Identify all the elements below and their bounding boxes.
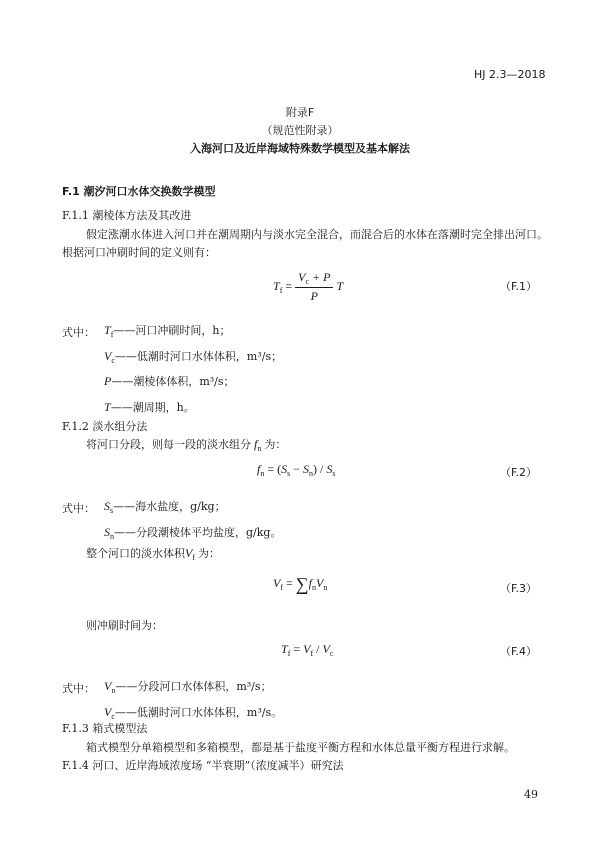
equation-f2: $f_n = (S_s - S_n) / S_s$ <box>257 462 336 478</box>
def-vc-2: $V_c——$低潮时河口水体体积，m³/s。 <box>104 705 283 721</box>
appendix-type: （规范性附录） <box>261 124 339 137</box>
equation-f4: $T_f = V_f / V_c$ <box>281 642 334 658</box>
f13-paragraph: 箱式模型分单箱模型和多箱模型，都是基于盐度平衡方程和水体总量平衡方程进行求解。 <box>86 741 515 754</box>
standard-code: HJ 2.3—2018 <box>474 68 546 81</box>
f13-heading: F.1.3 箱式模型法 <box>62 722 148 735</box>
f12-volume-intro: 整个河口的淡水体积$V_f$ 为： <box>86 546 221 562</box>
def-vc: $V_c——$低潮时河口水体体积，m³/s； <box>104 349 283 365</box>
equation-f1-number: （F.1） <box>500 280 538 293</box>
equation-f3-number: （F.3） <box>500 582 538 595</box>
f11-heading: F.1.1 潮棱体方法及其改进 <box>62 209 192 222</box>
def-tf: $T_f——$河口冲刷时间，h； <box>104 323 231 339</box>
f12-heading: F.1.2 淡水组分法 <box>62 420 148 433</box>
def-sn: $S_n——$分段潮棱体平均盐度，g/kg。 <box>104 525 282 541</box>
f12-intro: 将河口分段，则每一段的淡水组分 $f_n$ 为： <box>86 437 287 453</box>
f11-paragraph-1: 假定涨潮水体进入河口并在潮周期内与淡水完全混合，而混合后的水体在落潮时完全排出河口。 <box>86 228 548 241</box>
def-t: T——潮周期，h。 <box>104 400 195 414</box>
def-p: P——潮棱体体积，m³/s； <box>104 374 235 388</box>
section-f1-title: F.1 潮汐河口水体交换数学模型 <box>62 185 216 198</box>
where-label-2: 式中： <box>62 502 95 515</box>
page-number: 49 <box>524 788 538 801</box>
equation-f3: $V_f = \sum f_nV_n$ <box>273 574 328 594</box>
where-label-1: 式中： <box>62 326 95 339</box>
flush-time-intro: 则冲刷时间为： <box>86 619 163 632</box>
appendix-label: 附录F <box>285 106 315 119</box>
def-ss: $S_s——$海水盐度，g/kg； <box>104 499 226 515</box>
equation-f4-number: （F.4） <box>500 645 538 658</box>
equation-f1: $T_f$ = $\frac{V_c + P}{P}$ T <box>273 270 344 303</box>
appendix-title: 入海河口及近岸海域特殊数学模型及基本解法 <box>190 142 410 155</box>
f14-heading: F.1.4 河口、近岸海域浓度场 “半衰期”（浓度减半）研究法 <box>62 759 344 772</box>
equation-f2-number: （F.2） <box>500 466 538 479</box>
def-vn: $V_n——$分段河口水体体积，m³/s； <box>104 679 272 695</box>
where-label-3: 式中： <box>62 682 95 695</box>
f11-paragraph-2: 根据河口冲刷时间的定义则有： <box>62 246 216 259</box>
